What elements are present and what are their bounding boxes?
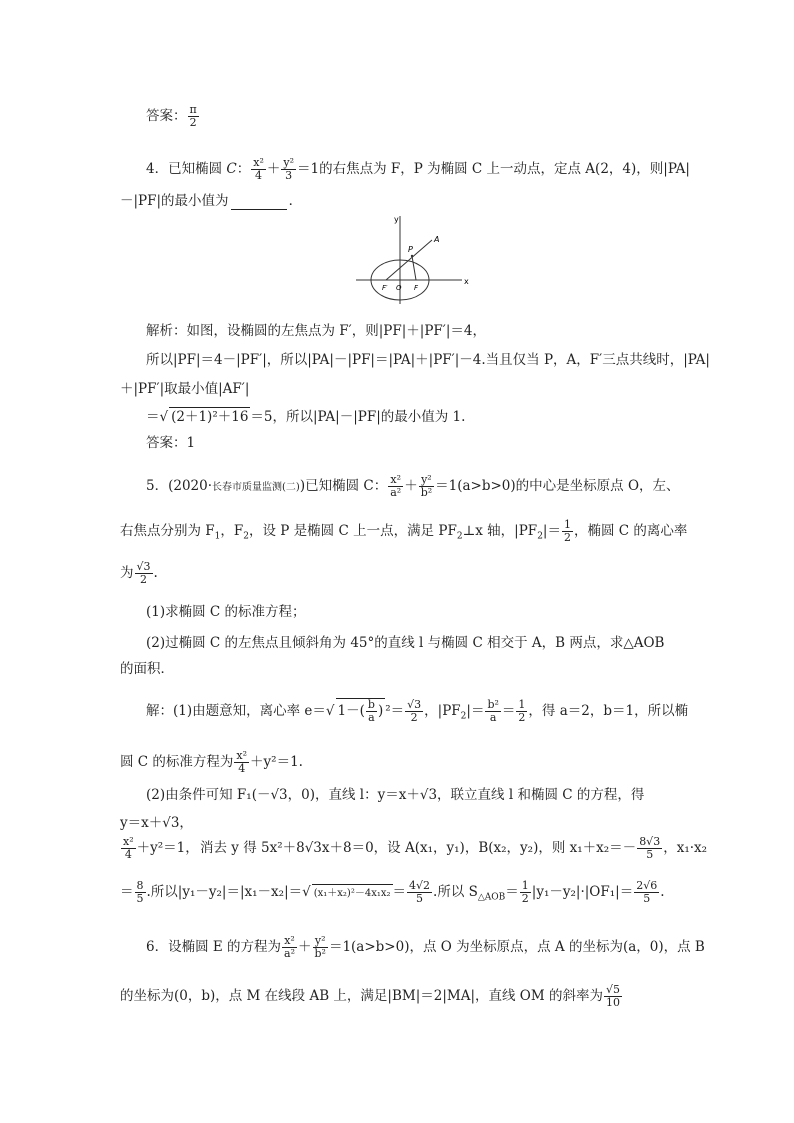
q6-line2: 的坐标为(0，b)，点 M 在线段 AB 上，满足|BM|＝2|MA|，直线 OM 的斜率为 $\frac{√5}{10}$: [120, 983, 621, 1009]
q5-solution-line5: ＝ $\frac{8}{5}$ .所以|y₁－y₂|＝|x₁－x₂|＝√ (x₁＋x₂)²－4x₁x₂ ＝ $\frac{4√2}{5}$ .所以 $S_{\triangle AOB}=$ $\frac{1}{2}$ |y₁－y₂|·|OF₁|＝ $\frac{2√6}{5}$ .: [120, 879, 665, 905]
q5-solution-line1: 解：(1)由题意知，离心率 e＝√ 1－( $\frac{b}{a}$ ) ²＝ $\frac{√3}{2}$ ，$|PF_2|=$ $\frac{\text{b²}}{a}$ ＝ $\frac{1}{2}$ ，得 a＝2，b＝1，所以椭: [146, 698, 689, 724]
q5-part2-cont: 的面积．: [120, 661, 174, 677]
q4-solution-line4: ＝√ (2＋1)²＋16 ＝5，所以|PA|－|PF|的最小值为 1.: [146, 409, 466, 425]
q5-part1: (1)求椭圆 C 的标准方程；: [146, 604, 306, 620]
q4-solution-line3: ＋|PF′|取最小值|AF′|: [120, 381, 250, 397]
label-p: P: [408, 245, 413, 254]
q6-line1: 6．设椭圆 E 的方程为 $\frac{\text{x²}}{\text{a²}}$ ＋ $\frac{\text{y²}}{\text{b²}}$ ＝1(a>b>0)，点 O 为坐标原点，点 A 的坐标为(a，0)，点 B: [146, 934, 705, 960]
q5-line1: 5．(2020·长春市质量监测(二))已知椭圆 C： $\frac{\text{x²}}{\text{a²}}$ ＋ $\frac{\text{y²}}{\text{b²}}$ ＝1(a>b>0)的中心是坐标原点 O，左、: [146, 473, 680, 499]
label-o: O: [396, 284, 402, 292]
ellipse-figure: [350, 212, 474, 306]
q5-solution-system-line1: y＝x＋√3，: [120, 815, 193, 831]
answer-blank: [231, 209, 287, 210]
q4-solution-line2: 所以|PF|＝4－|PF′|，所以|PA|－|PF|＝|PA|＋|PF′|－4.当且仅当 P，A，F′三点共线时，|PA|: [146, 352, 710, 368]
q4-solution-line1: 解析：如图，设椭圆的左焦点为 F′，则|PF|＋|PF′|＝4，: [146, 323, 486, 339]
label-y: y: [394, 215, 399, 224]
q5-solution-line4: 消去 y 得 5x²＋8√3x＋8＝0，设 A(x₁，y₁)，B(x₂，y₂)，则 x₁＋x₂＝－ $\frac{8√3}{5}$ ，x₁·x₂: [200, 835, 708, 861]
answer-pi-over-2: 答案： $\frac{\pi}{2}$: [146, 103, 197, 129]
q5-line2: 右焦点分别为 $F_1$，$F_2$，设 P 是椭圆 C 上一点，满足 $PF_2\perp x$ 轴，$|PF_2|=$ $\frac{1}{2}$ ，椭圆 C 的离心率: [120, 518, 688, 544]
q5-solution-line3: (2)由条件可知 F₁(－√3，0)，直线 l：y＝x＋√3，联立直线 l 和椭圆 C 的方程，得: [146, 787, 645, 803]
q4-line2: －|PF|的最小值为 ．: [120, 193, 303, 209]
q4-line1: 4．已知椭圆 C： $\frac{\text{x²}}{4}$ ＋ $\frac{\text{y²}}{3}$ ＝1的右焦点为 F，P 为椭圆 C 上一动点，定点 A(2，4)，则|PA|: [146, 156, 690, 182]
q4-answer: 答案：1: [146, 435, 196, 451]
segment-p-f: [412, 256, 416, 280]
q5-part2: (2)过椭圆 C 的左焦点且倾斜角为 45°的直线 l 与椭圆 C 相交于 A，B 两点，求△AOB: [146, 635, 665, 651]
label-a: A: [434, 235, 440, 244]
label-fprime: F′: [382, 284, 388, 292]
q5-solution-system-line2: $\frac{\text{x²}}{4}$ ＋y²＝1，: [123, 835, 199, 861]
q5-line3: 为 $\frac{√3}{2}$ .: [120, 560, 158, 586]
label-f: F: [414, 284, 419, 292]
label-x: x: [464, 277, 469, 286]
q5-solution-line2: 圆 C 的标准方程为 $\frac{\text{x²}}{4}$ ＋y²＝1.: [120, 749, 303, 775]
